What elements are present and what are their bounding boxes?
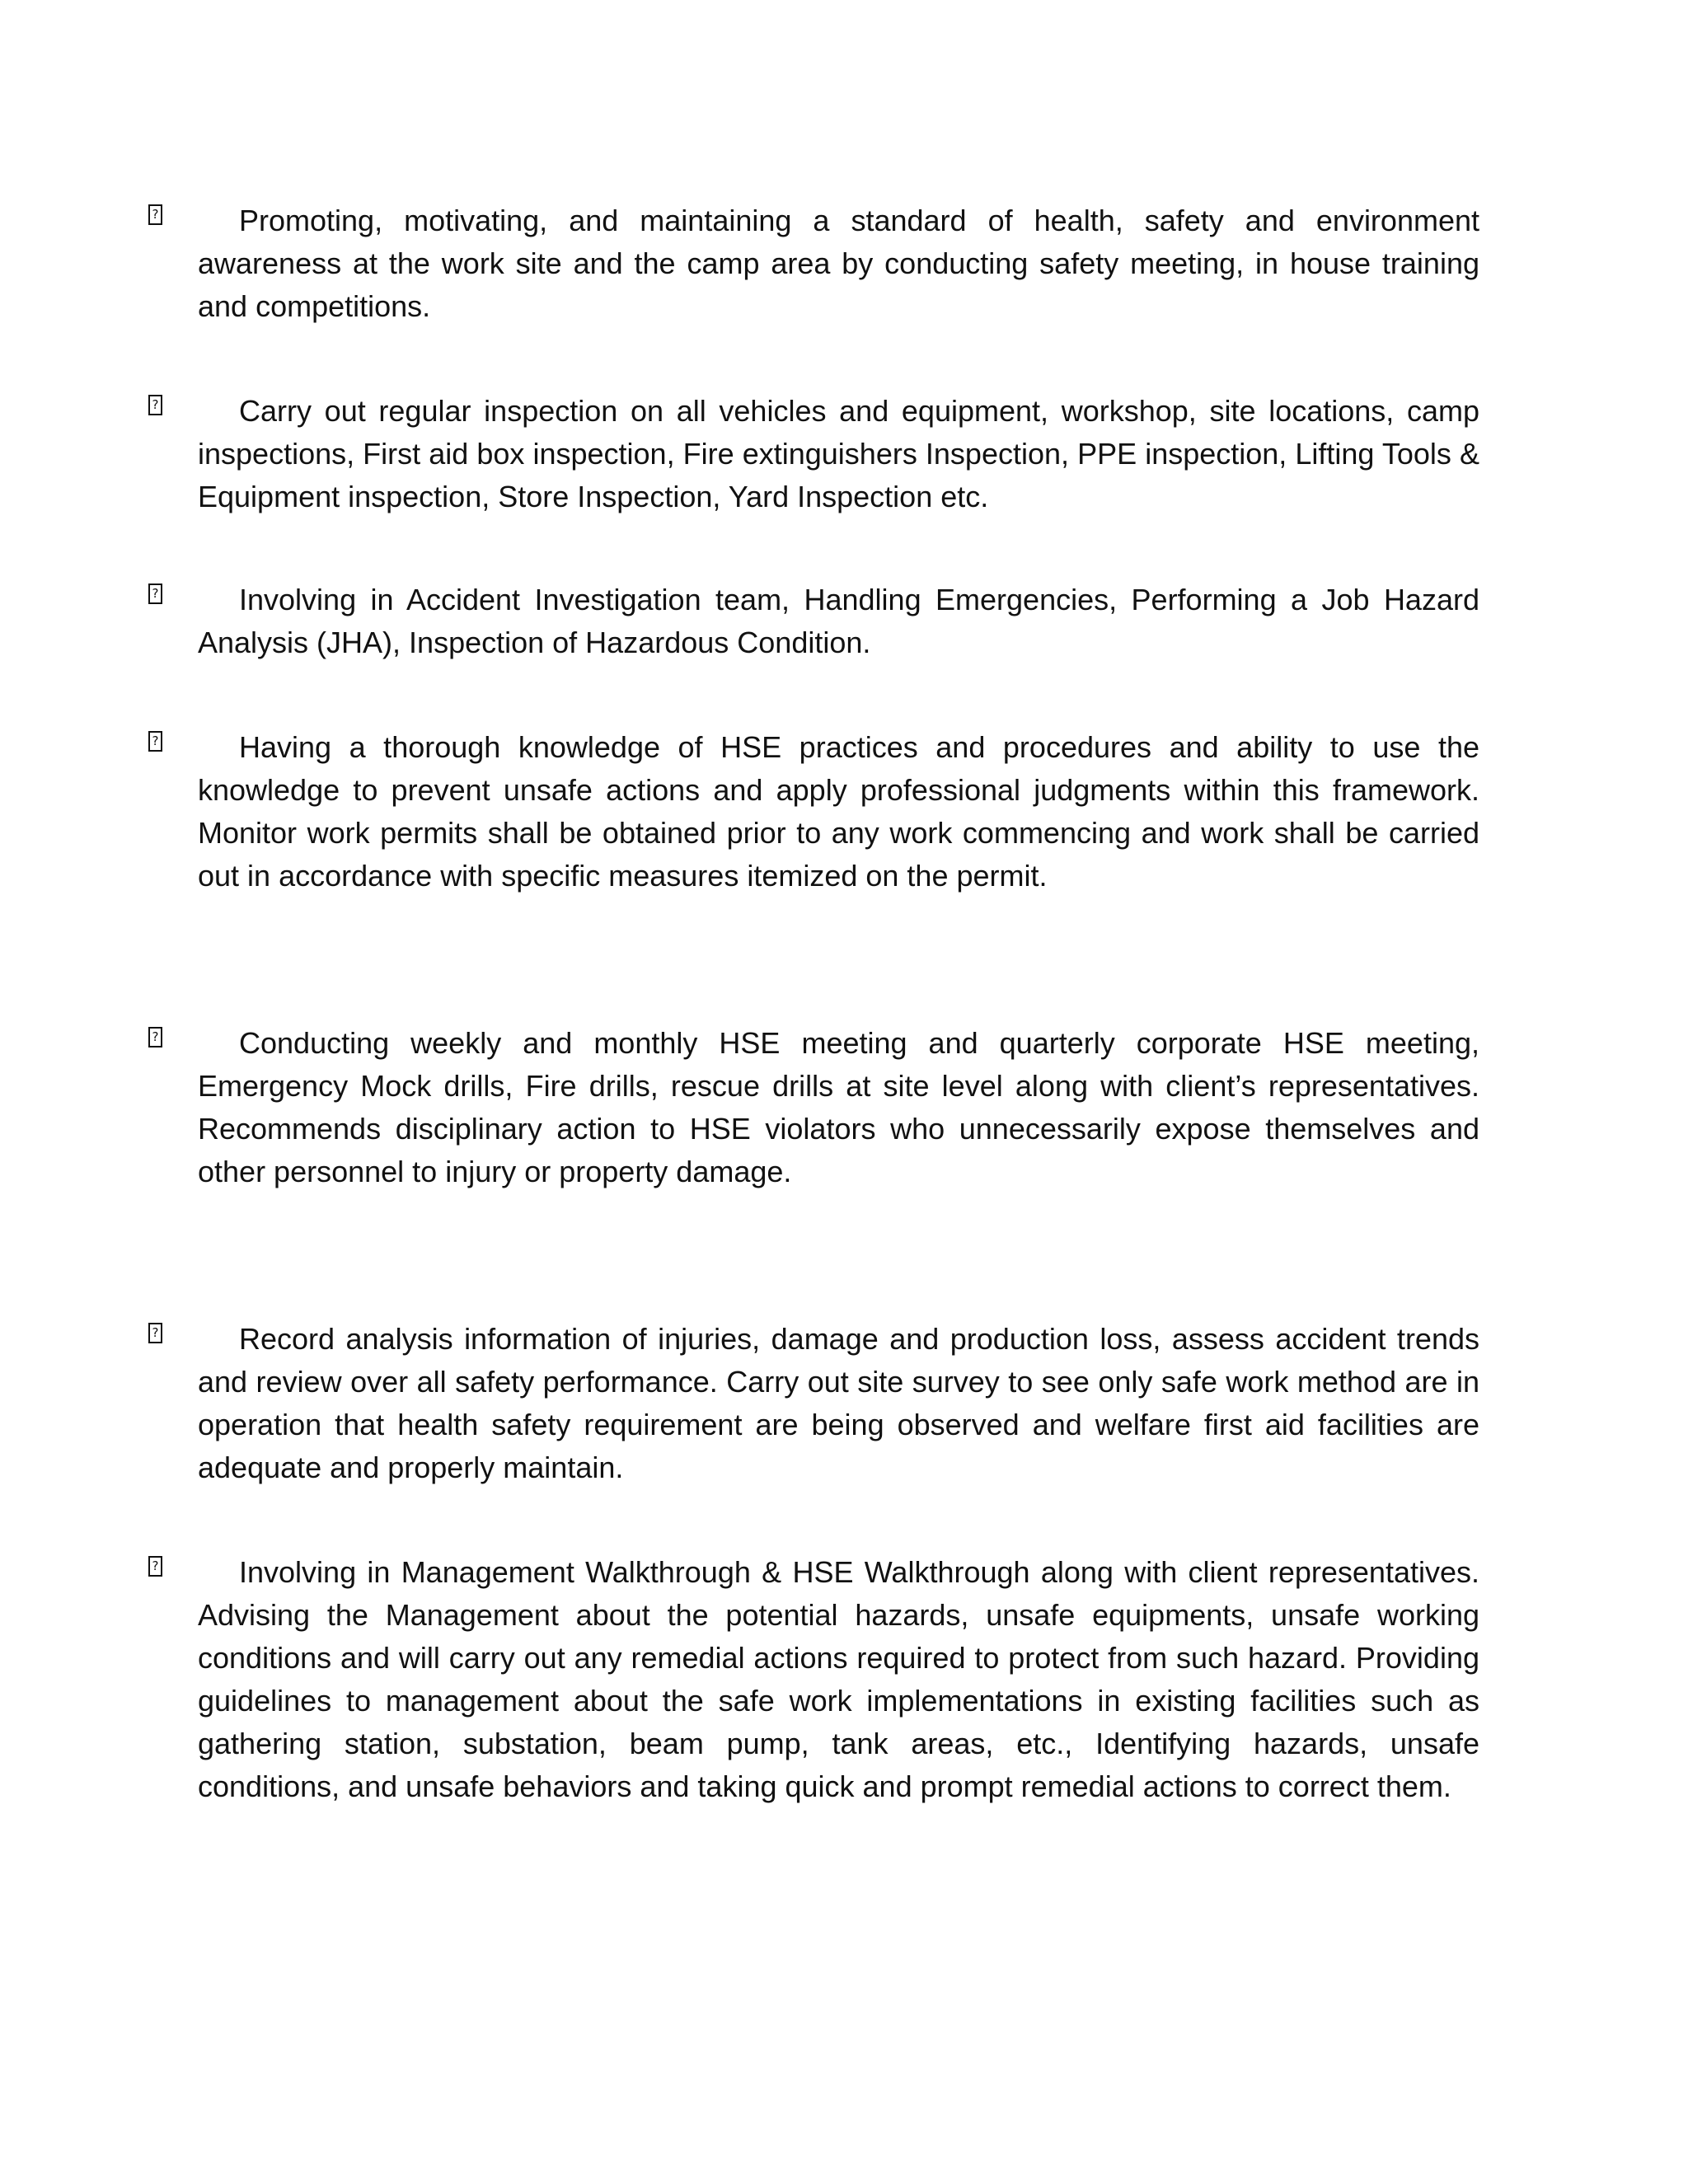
missing-glyph-bullet-icon: ? xyxy=(148,1556,162,1577)
bullet-text: Record analysis information of injuries, damage and production loss, assess accident trends and review over all safety performance. Carry out site survey to see only safe work method are in operation that health safety requirement are being observed and welfare first aid facilities are adequate and properly maintain. xyxy=(198,1322,1479,1484)
bullet-text: Promoting, motivating, and maintaining a standard of health, safety and environment awareness at the work site and the camp area by conducting safety meeting, in house training and competitions. xyxy=(198,204,1479,323)
missing-glyph-bullet-icon: ? xyxy=(148,731,162,752)
bullet-item xyxy=(148,726,1479,898)
missing-glyph-bullet-icon: ? xyxy=(148,583,162,604)
bullet-item xyxy=(148,1022,1479,1193)
bullet-item xyxy=(148,1551,1479,1808)
bullet-item xyxy=(148,390,1479,518)
missing-glyph-bullet-icon: ? xyxy=(148,1027,162,1047)
missing-glyph-bullet-icon: ? xyxy=(148,395,162,415)
bullet-item xyxy=(148,579,1479,664)
bullet-text: Involving in Accident Investigation team, Handling Emergencies, Performing a Job Hazard Analysis (JHA), Inspection of Hazardous Condition. xyxy=(198,583,1479,659)
bullet-item xyxy=(148,1318,1479,1489)
missing-glyph-bullet-icon: ? xyxy=(148,1323,162,1343)
bullet-text: Having a thorough knowledge of HSE practices and procedures and ability to use the knowledge to prevent unsafe actions and apply professional judgments within this framework. Monitor work permits shall be obtained prior to any work commencing and work shall be carried out in accordance with specific measures itemized on the permit. xyxy=(198,730,1479,893)
missing-glyph-bullet-icon: ? xyxy=(148,204,162,225)
bullet-text: Involving in Management Walkthrough & HSE Walkthrough along with client representatives. Advising the Management about the potential hazards, unsafe equipments, unsafe working conditions and will carry out any remedial actions required to protect from such hazard. Providing guidelines to management about the safe work implementations in existing facilities such as gathering station, substation, beam pump, tank areas, etc., Identifying hazards, unsafe conditions, and unsafe behaviors and taking quick and prompt remedial actions to correct them. xyxy=(198,1555,1479,1803)
bullet-text: Carry out regular inspection on all vehicles and equipment, workshop, site locations, camp inspections, First aid box inspection, Fire extinguishers Inspection, PPE inspection, Lifting Tools & Equipment inspection, Store Inspection, Yard Inspection etc. xyxy=(198,394,1479,513)
bullet-text: Conducting weekly and monthly HSE meeting and quarterly corporate HSE meeting, Emergency Mock drills, Fire drills, rescue drills at site level along with client’s representatives. Recommends disciplinary action to HSE violators who unnecessarily expose themselves and other personnel to injury or property damage. xyxy=(198,1026,1479,1188)
bullet-item xyxy=(148,199,1479,328)
